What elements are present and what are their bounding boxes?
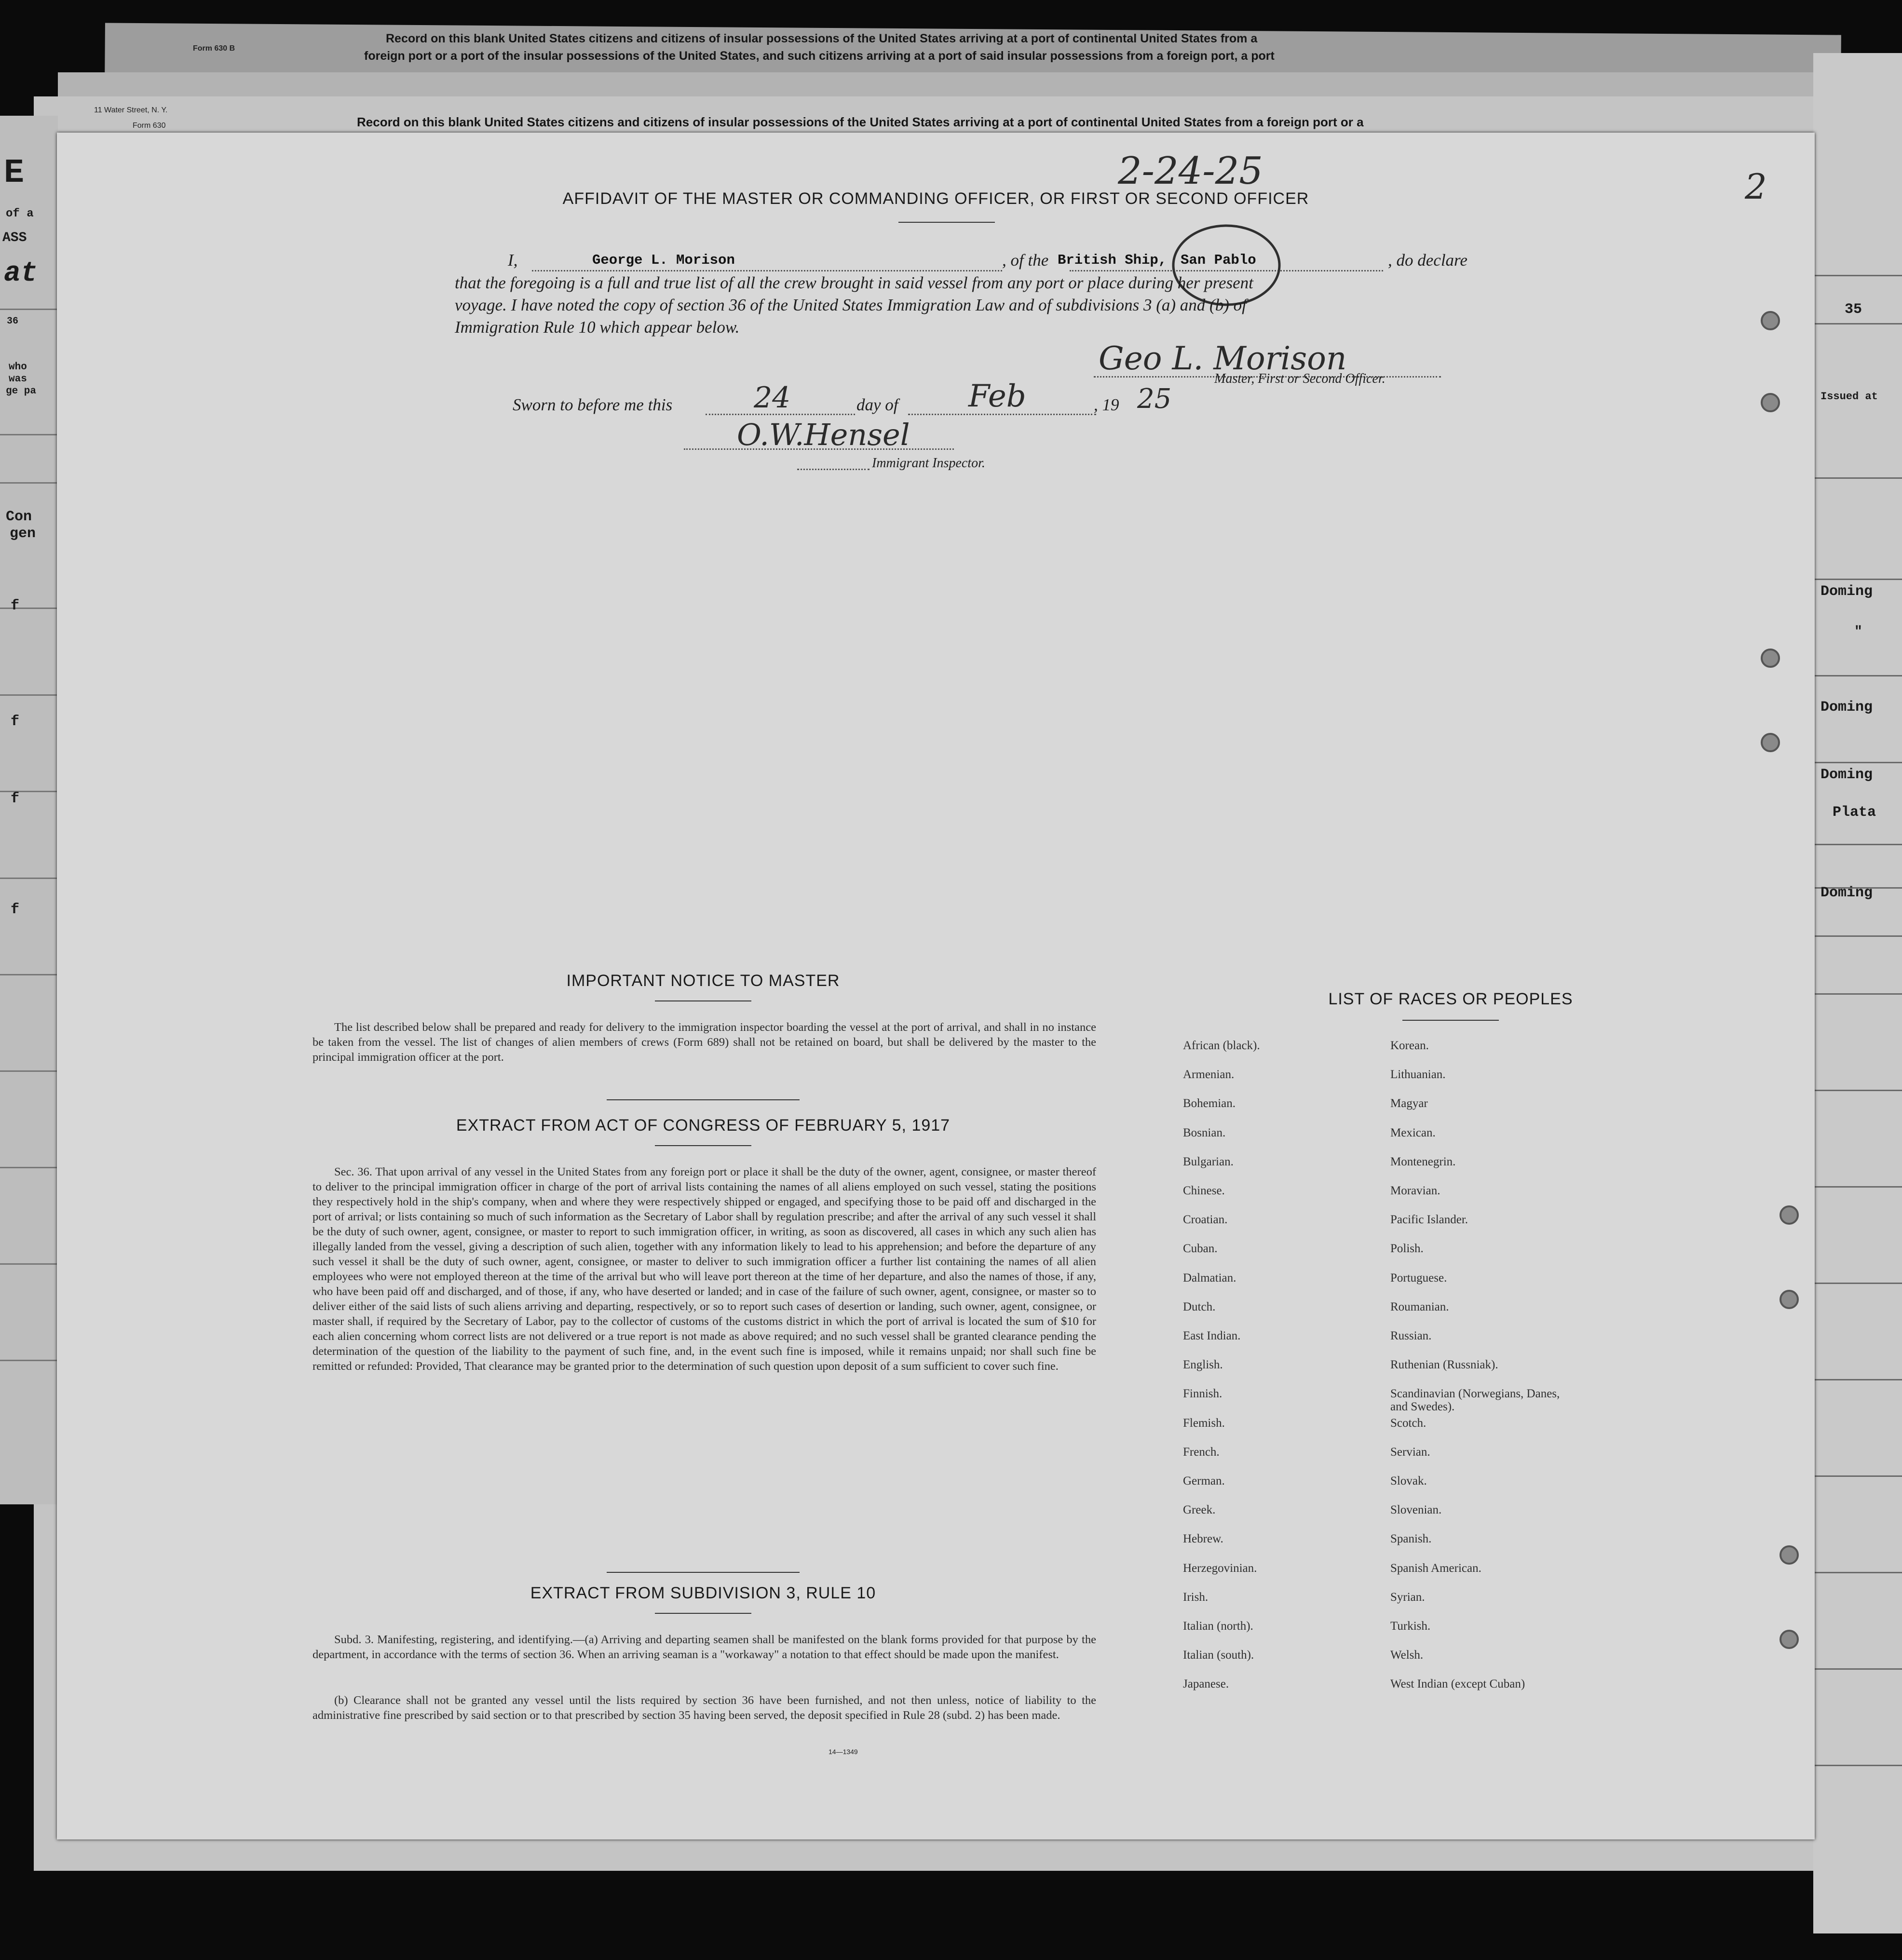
form-footer-code: 14—1349	[829, 1748, 858, 1756]
race-entry: Turkish.	[1390, 1620, 1431, 1633]
ship-type-field: British Ship,	[1058, 252, 1167, 268]
race-entry: Montenegrin.	[1390, 1155, 1456, 1168]
declaration-line-2: that the foregoing is a full and true list of all the crew brought in said vessel from any port or place during her present	[455, 273, 1253, 292]
binder-hole	[1780, 1205, 1799, 1225]
declaration-i: I,	[508, 251, 518, 270]
rule-para-a: Subd. 3. Manifesting, registering, and identifying.—(a) Arriving and departing seamen shall be manifested on the blank forms provided for that purpose by the department, in accordance with the terms of section 36. When an arriving seaman is a "workaway" a notation to that effect should be made upon the manifest.	[312, 1633, 1096, 1661]
race-entry: African (black).	[1183, 1039, 1260, 1052]
affidavit-title: AFFIDAVIT OF THE MASTER OR COMMANDING OFFICER, OR FIRST OR SECOND OFFICER	[562, 189, 1309, 208]
right-edge-sheet	[1813, 53, 1902, 1933]
edge-right-word: Doming	[1820, 583, 1873, 600]
race-entry: Finnish.	[1183, 1387, 1223, 1401]
binder-hole	[1780, 1545, 1799, 1565]
edge-right-word: Doming	[1820, 699, 1873, 716]
binder-hole	[1761, 649, 1780, 668]
sworn-day: 24	[754, 381, 791, 415]
act-underline	[655, 1145, 751, 1146]
edge-left-word: ge pa	[6, 386, 37, 397]
edge-left-word: gen	[10, 526, 36, 542]
edge-left-word: f	[11, 902, 20, 918]
edge-left-word: E	[4, 154, 25, 192]
binder-hole	[1761, 393, 1780, 412]
races-title: LIST OF RACES OR PEOPLES	[1328, 990, 1573, 1008]
binder-hole	[1761, 733, 1780, 752]
race-entry: Korean.	[1390, 1039, 1429, 1052]
binder-hole	[1780, 1630, 1799, 1649]
race-entry: Bohemian.	[1183, 1097, 1236, 1110]
edge-left-word: was	[9, 374, 27, 385]
race-entry: Mexican.	[1390, 1126, 1436, 1139]
name-blank	[532, 270, 1002, 271]
master-name-field: George L. Morison	[592, 252, 735, 268]
race-entry: Moravian.	[1390, 1184, 1440, 1197]
edge-left-word: who	[9, 362, 27, 373]
sworn-label: Sworn to before me this	[513, 395, 673, 414]
race-entry: Chinese.	[1183, 1184, 1225, 1197]
notice-title: IMPORTANT NOTICE TO MASTER	[566, 972, 840, 990]
act-title: EXTRACT FROM ACT OF CONGRESS OF FEBRUARY 5, 1917	[456, 1116, 951, 1135]
race-entry: Servian.	[1390, 1445, 1430, 1459]
race-entry: Herzegovinian.	[1183, 1561, 1257, 1575]
race-entry: English.	[1183, 1358, 1223, 1372]
notice-divider	[607, 1099, 800, 1100]
edge-left-word: f	[11, 714, 20, 730]
race-entry: Roumanian.	[1390, 1300, 1449, 1313]
race-entry: Magyar	[1390, 1097, 1428, 1110]
edge-left-word: of a	[6, 207, 34, 220]
printer-address: 11 Water Street, N. Y.	[94, 106, 168, 114]
form-code-630b: Form 630 B	[193, 44, 235, 53]
edge-right-word: Doming	[1820, 885, 1873, 901]
race-entry: Japanese.	[1183, 1677, 1229, 1691]
notice-underline	[655, 1000, 751, 1001]
declaration-line-3: voyage. I have noted the copy of section 36 of the United States Immigration Law and of subdivisions 3 (a) and (b) of	[455, 296, 1247, 314]
race-entry: Scotch.	[1390, 1416, 1426, 1430]
signature-caption: Master, First or Second Officer.	[1214, 371, 1386, 386]
race-entry: Irish.	[1183, 1590, 1209, 1604]
form-code-630: Form 630	[133, 122, 166, 130]
affidavit-form-sheet	[57, 133, 1815, 1839]
inspector-signature: O.W.Hensel	[737, 417, 910, 452]
edge-right-number: 35	[1845, 301, 1862, 318]
race-entry: Spanish American.	[1390, 1561, 1481, 1575]
inspector-line	[684, 448, 954, 450]
race-entry: Ruthenian (Russniak).	[1390, 1358, 1498, 1372]
race-entry: Italian (south).	[1183, 1649, 1254, 1662]
second-record-line: Record on this blank United States citizens and citizens of insular possessions of the United States arriving at a port of continental United States from a foreign port or a	[357, 115, 1364, 129]
race-entry: Croatian.	[1183, 1213, 1228, 1227]
edge-left-word: ASS	[2, 230, 27, 245]
race-entry: Greek.	[1183, 1503, 1216, 1517]
race-entry: Dalmatian.	[1183, 1271, 1236, 1284]
binder-hole	[1780, 1290, 1799, 1309]
race-entry: Cuban.	[1183, 1242, 1218, 1256]
edge-right-issued: Issued at	[1820, 391, 1878, 403]
race-entry: Bosnian.	[1183, 1126, 1226, 1139]
rule-para-b: (b) Clearance shall not be granted any vessel until the lists required by section 36 have been furnished, and not then unless, notice of liability to the administrative fine prescribed by said section or to that prescribed by section 35 having been served, the deposit specified in Rule 28 (subd. 2) has been made.	[312, 1694, 1096, 1722]
act-divider	[607, 1572, 800, 1573]
declaration-line-4: Immigration Rule 10 which appear below.	[455, 318, 740, 337]
race-entry: Slovenian.	[1390, 1503, 1442, 1517]
race-entry: West Indian (except Cuban)	[1390, 1677, 1525, 1691]
race-entry: Syrian.	[1390, 1590, 1425, 1604]
master-signature: Geo L. Morison	[1099, 340, 1347, 377]
edge-left-word: 36	[7, 316, 19, 327]
binder-hole	[1761, 311, 1780, 330]
race-entry: Armenian.	[1183, 1068, 1235, 1081]
race-entry: Dutch.	[1183, 1300, 1216, 1313]
rule-underline	[655, 1613, 751, 1614]
inspector-caption: Immigrant Inspector.	[872, 456, 985, 471]
do-declare-label: , do declare	[1388, 251, 1467, 270]
race-entry: East Indian.	[1183, 1329, 1241, 1342]
edge-left-word: f	[11, 598, 20, 614]
race-entry: Welsh.	[1390, 1649, 1424, 1662]
race-entry: French.	[1183, 1445, 1220, 1459]
race-entry: German.	[1183, 1474, 1225, 1487]
top-record-line-1: Record on this blank United States citizens and citizens of insular possessions of the United States arriving at a port of continental United States from a	[386, 32, 1258, 45]
race-entry: Italian (north).	[1183, 1620, 1253, 1633]
race-entry: Flemish.	[1183, 1416, 1225, 1430]
sworn-month: Feb	[968, 378, 1026, 414]
inspector-caption-leader	[797, 469, 869, 470]
top-record-line-2: foreign port or a port of the insular possessions of the United States, and such citizens arriving at a port of said insular possessions from a foreign port, a port	[364, 49, 1275, 63]
date-annotation: 2-24-25	[1118, 149, 1263, 193]
title-underline	[898, 222, 995, 223]
race-entry: Scandinavian (Norwegians, Danes, and Swedes).	[1390, 1387, 1560, 1414]
ship-name-field: San Pablo	[1181, 252, 1256, 268]
notice-body: The list described below shall be prepared and ready for delivery to the immigration inspector boarding the vessel at the port of arrival, and shall in no instance be taken from the vessel. The list of changes of alien members of crews (Form 689) shall not be retained on board, but shall be delivered by the master to the principal immigration officer at the port.	[312, 1021, 1096, 1064]
race-entry: Russian.	[1390, 1329, 1432, 1342]
race-entry: Spanish.	[1390, 1532, 1432, 1546]
of-the-label: , of the	[1002, 251, 1049, 270]
race-entry: Lithuanian.	[1390, 1068, 1446, 1081]
edge-left-word: at	[4, 258, 38, 289]
edge-right-word: Doming	[1820, 767, 1873, 783]
races-underline	[1402, 1020, 1499, 1021]
sworn-year: 25	[1137, 383, 1172, 415]
rule-title: EXTRACT FROM SUBDIVISION 3, RULE 10	[530, 1584, 876, 1602]
page-marker-annotation: 2	[1745, 166, 1767, 207]
race-entry: Portuguese.	[1390, 1271, 1447, 1284]
race-entry: Hebrew.	[1183, 1532, 1223, 1546]
race-entry: Polish.	[1390, 1242, 1424, 1256]
race-entry: Slovak.	[1390, 1474, 1427, 1487]
race-entry: Pacific Islander.	[1390, 1213, 1468, 1227]
act-body: Sec. 36. That upon arrival of any vessel in the United States from any foreign port or place it shall be the duty of the owner, agent, consignee, or master thereof to deliver to the principal immigration officer in charge of the port of arrival lists containing the names of all aliens employed on such vessel, stating the positions they respectively hold in the ship's company, when and where they were respectively shipped or engaged, and specifying those to be paid off and discharged in the port of arrival; or lists containing so much of such information as the Secretary of Labor shall by regulation prescribe; and after the arrival of any such vessel it shall be the duty of such owner, agent, consignee, or master to report to such immigration officer, in writing, as soon as discovered, all cases in which any such alien has illegally landed from the vessel, giving a description of such alien, together with any information likely to lead to his apprehension; and before the departure of any such vessel it shall be the duty of such owner, agent, consignee, or master to deliver to such immigration officer a further list containing the names of all alien employees who were not employed thereon at the time of the arrival but who will leave port thereon at the time of her departure, and also the names of those, if any, who have been paid off and discharged, and of those, if any, who have deserted or landed; and in case of the failure of such owner, agent, consignee, or master so to deliver either of the said lists of such aliens arriving and departing, respectively, or so to report such cases of desertion or landing, such owner, agent, consignee, or master shall, if required by the Secretary of Labor, pay to the collector of customs of the customs district in which the port of arrival is located the sum of $10 for each alien concerning whom correct lists are not delivered or a true report is not made as above required; and no such vessel shall be granted clearance pending the determination of the question of the liability to the payment of such fine, and, in the event such fine is imposed, while it remains unpaid; nor shall such fine be remitted or refunded: Provided, That clearance may be granted prior to the determination of such question upon deposit of a sum sufficient to cover such fine.	[312, 1165, 1096, 1373]
race-entry: Bulgarian.	[1183, 1155, 1234, 1168]
year-prefix: , 19	[1094, 395, 1119, 414]
edge-left-word: f	[11, 791, 20, 807]
edge-right-word: "	[1854, 624, 1862, 639]
edge-right-word: Plata	[1833, 804, 1876, 821]
edge-left-word: Con	[6, 509, 32, 525]
day-of-label: day of	[856, 395, 898, 414]
